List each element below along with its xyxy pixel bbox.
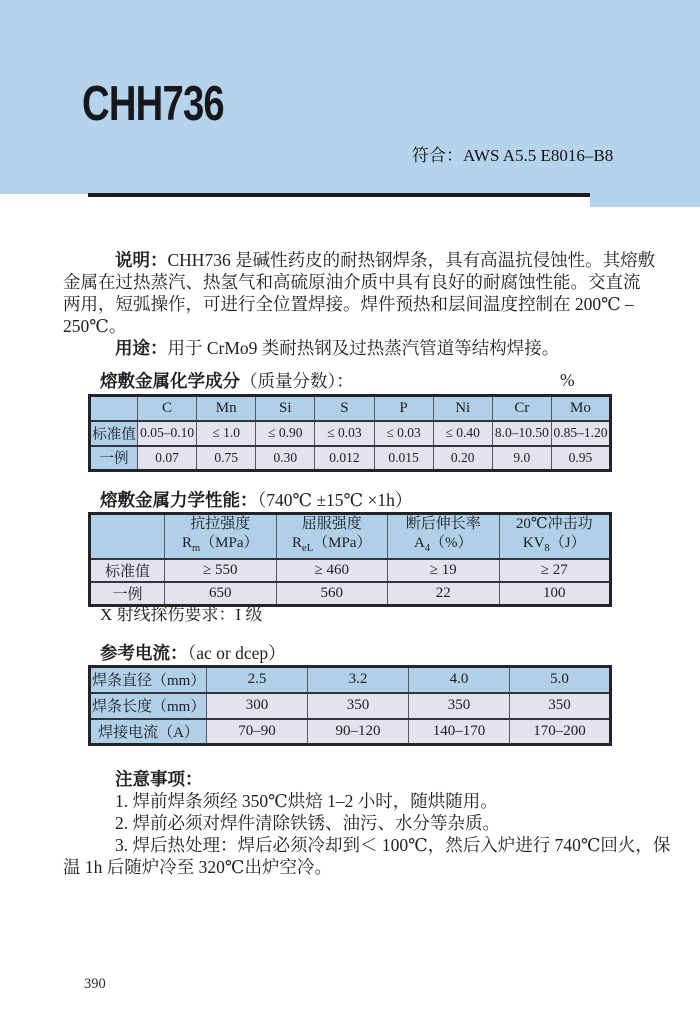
value-cell: 0.20 [433,446,492,471]
value-cell: 0.85–1.20 [551,421,610,446]
value-cell: 0.012 [315,446,374,471]
header-cell: Ni [433,396,492,421]
header-cell: 断后伸长率 $A_4(\%)$ [388,514,500,560]
value-cell: 3.2 [308,667,409,693]
row-header-cell: 焊条长度（mm） [90,693,207,719]
row-header-cell: 一例 [90,582,165,606]
value-cell: 9.0 [492,446,551,471]
header-cell: 抗拉强度 $R_m(MPa)$ [165,514,277,560]
product-title: CHH736 [82,77,224,131]
header-cell [90,396,138,421]
notes [63,768,671,878]
value-cell: 8.0–10.50 [492,421,551,446]
note-line: 2. 焊前必须对焊件清除铁锈、油污、水分等杂质。 [115,813,500,833]
description-line: 说明：CHH736 是碱性药皮的耐热钢焊条，具有高温抗侵蚀性。其熔敷 [115,250,656,270]
header-cell: Si [256,396,315,421]
value-cell: 350 [510,693,611,719]
mech-section-heading: 熔敷金属力学性能：（740℃ ±15℃ ×1h） [100,490,413,510]
header-cell: P [374,396,433,421]
chem-section-heading: 熔敷金属化学成分（质量分数）： [100,371,354,391]
value-cell: 4.0 [409,667,510,693]
chem-unit-label: % [560,370,575,390]
value-cell: 90–120 [308,719,409,745]
table-row [90,693,611,719]
note-line: 温 1h 后随炉冷至 320℃出炉空冷。 [63,857,332,877]
note-line: 1. 焊前焊条须经 350℃烘焙 1–2 小时，随烘随用。 [115,791,498,811]
row-header-cell: 焊接电流（A） [90,719,207,745]
value-cell: ≤ 0.90 [256,421,315,446]
value-cell: 0.07 [138,446,197,471]
value-cell: 0.30 [256,446,315,471]
description-line: 250℃。 [63,316,127,336]
mechanical-properties-table [88,512,612,601]
header-cell: Mn [197,396,256,421]
row-header-cell: 标准值 [90,421,138,446]
value-cell: 350 [308,693,409,719]
value-cell: 100 [499,582,611,606]
value-cell: ≥ 19 [388,559,500,582]
value-cell: 650 [165,582,277,606]
standard-compliance: 符合：AWS A5.5 E8016–B8 [412,146,614,165]
value-cell: 70–90 [207,719,308,745]
row-header-cell: 标准值 [90,559,165,582]
table-row [90,719,611,745]
notes-heading: 注意事项： [115,769,203,789]
table-row [90,421,611,446]
row-header-cell: 一例 [90,446,138,471]
table-row [90,582,611,606]
value-cell: 0.015 [374,446,433,471]
note-line: 3. 焊后热处理：焊后必须冷却到＜ 100℃，然后入炉进行 740℃回火，保 [115,835,671,855]
table-header-row [90,514,611,560]
xray-requirement: X 射线探伤要求：I 级 [100,605,263,624]
value-cell: 0.75 [197,446,256,471]
header-rule [88,193,590,197]
value-cell: 22 [388,582,500,606]
value-cell: ≥ 550 [165,559,277,582]
value-cell: ≤ 1.0 [197,421,256,446]
value-cell: ≥ 460 [276,559,388,582]
value-cell: ≤ 0.40 [433,421,492,446]
description-line: 两用，短弧操作，可进行全位置焊接。焊件预热和层间温度控制在 200℃ – [63,294,634,314]
header-cell: Mo [551,396,610,421]
value-cell: ≤ 0.03 [374,421,433,446]
value-cell: 170–200 [510,719,611,745]
value-cell: 0.05–0.10 [138,421,197,446]
row-header-cell: 焊条直径（mm） [90,667,207,693]
value-cell: 2.5 [207,667,308,693]
header-cell: S [315,396,374,421]
description [63,249,656,359]
header-cell: 20℃冲击功 $KV_8(J)$ [499,514,611,560]
value-cell: 300 [207,693,308,719]
value-cell: ≥ 27 [499,559,611,582]
value-cell: ≤ 0.03 [315,421,374,446]
description-line: 金属在过热蒸汽、热氢气和高硫原油介质中具有良好的耐腐蚀性能。交直流 [63,272,641,292]
value-cell: 0.95 [551,446,610,471]
page-number: 390 [84,976,106,992]
reference-current-table [88,665,612,745]
table-row [90,667,611,693]
current-section-heading: 参考电流：（ac or dcep） [100,643,286,663]
description-line: 用途：用于 CrMo9 类耐热钢及过热蒸汽管道等结构焊接。 [115,338,560,358]
table-row [90,446,611,471]
table-row [90,559,611,582]
value-cell: 5.0 [510,667,611,693]
header-cell: 屈服强度 $R_{eL}(MPa)$ [276,514,388,560]
header-cell: Cr [492,396,551,421]
value-cell: 140–170 [409,719,510,745]
chemical-composition-table [88,394,612,471]
header-band-right-extension [590,194,700,207]
header-cell [90,514,165,560]
header-cell: C [138,396,197,421]
value-cell: 350 [409,693,510,719]
value-cell: 560 [276,582,388,606]
table-header-row [90,396,611,421]
